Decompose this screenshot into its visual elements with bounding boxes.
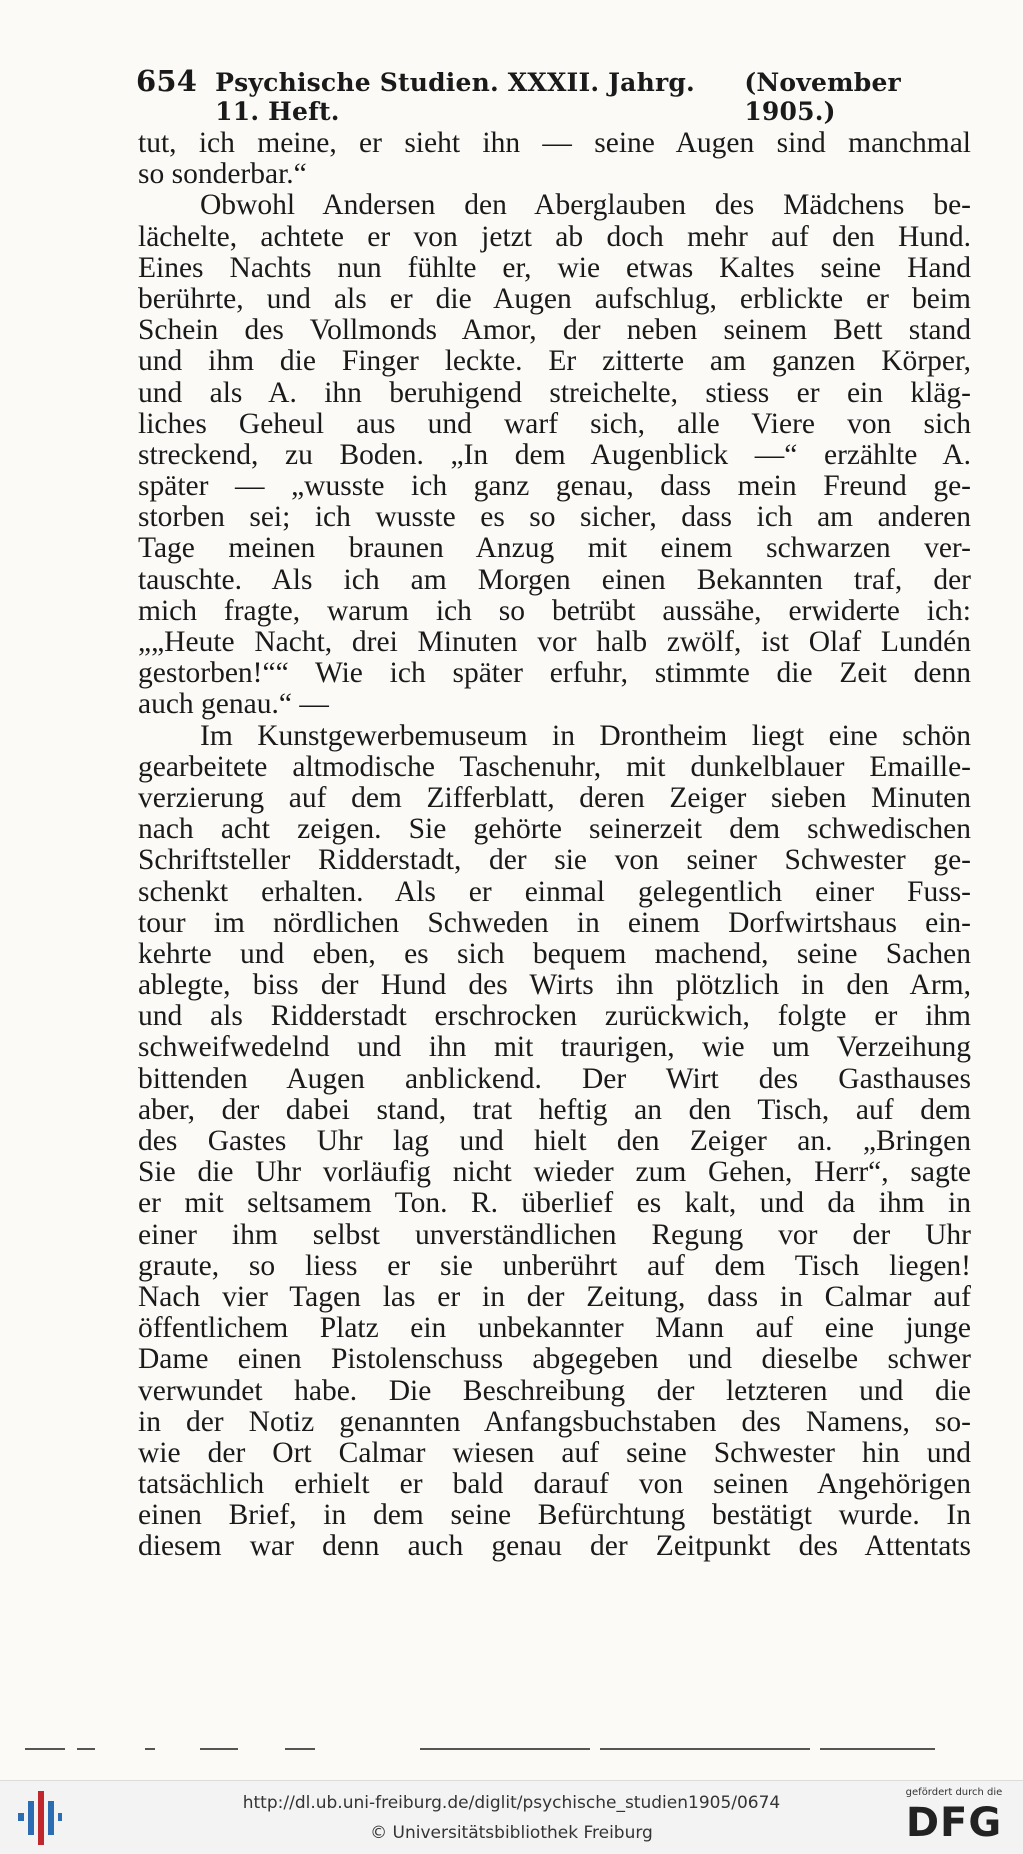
text-line: kehrte und eben, es sich bequem machend, seine Sachen: [138, 937, 971, 970]
issue-date: (November 1905.): [744, 68, 901, 126]
running-title: Psychische Studien. XXXII. Jahrg. 11. Heft.: [215, 68, 695, 126]
text-line: er mit seltsamem Ton. R. überlief es kalt, und da ihm in: [138, 1187, 971, 1220]
dfg-wordmark: DFG: [905, 1800, 1003, 1846]
text-line: tut, ich meine, er sieht ihn — seine Augen sind manchmal: [138, 127, 971, 159]
text-line: „„Heute Nacht, drei Minuten vor halb zwölf, ist Olaf Lundén: [138, 626, 971, 658]
viewer-footer: [0, 1780, 1023, 1854]
dfg-logo: [895, 1787, 1013, 1849]
dfg-funded-by: gefördert durch die: [905, 1787, 1003, 1798]
text-line: gearbeitete altmodische Taschenuhr, mit dunkelblauer Emaille-: [138, 750, 971, 783]
text-line: diesem war denn auch genau der Zeitpunkt des Attentats: [138, 1530, 971, 1563]
page-number: 654: [136, 64, 198, 98]
text-line: nach acht zeigen. Sie gehörte seinerzeit dem schwedischen: [138, 813, 971, 846]
text-line: öffentlichem Platz ein unbekannter Mann auf eine junge: [138, 1312, 971, 1345]
text-line: Eines Nachts nun fühlte er, wie etwas Kaltes seine Hand: [138, 251, 971, 284]
text-line: schenkt erhalten. Als er einmal gelegentlich einer Fuss-: [138, 875, 971, 908]
text-line: Obwohl Andersen den Aberglauben des Mädchens be-: [200, 189, 971, 222]
text-line: liches Geheul aus und warf sich, alle Viere von sich: [138, 407, 971, 440]
text-line: und als Ridderstadt erschrocken zurückwich, folgte er ihm: [138, 1000, 971, 1033]
text-line: und als A. ihn beruhigend streichelte, stiess er ein kläg-: [138, 376, 971, 409]
text-line: schweifwedelnd und ihn mit traurigen, wie um Verzeihung: [138, 1031, 971, 1064]
text-line: auch genau.“ —: [138, 688, 329, 721]
text-line: berührte, und als er die Augen aufschlug, erblickte er beim: [138, 282, 971, 315]
text-line: in der Notiz genannten Anfangsbuchstaben des Namens, so-: [138, 1405, 971, 1438]
running-header: [136, 64, 970, 126]
text-line: tour im nördlichen Schweden in einem Dorfwirtshaus ein-: [138, 906, 971, 939]
text-line: so sonderbar.“: [138, 158, 307, 191]
text-line: tauschte. Als ich am Morgen einen Bekannten traf, der: [138, 563, 971, 596]
text-line: verzierung auf dem Zifferblatt, deren Zeiger sieben Minuten: [138, 781, 971, 814]
text-line: und ihm die Finger leckte. Er zitterte am ganzen Körper,: [138, 345, 971, 378]
text-line: aber, der dabei stand, trat heftig an den Tisch, auf dem: [138, 1093, 971, 1126]
text-line: Tage meinen braunen Anzug mit einem schwarzen ver-: [138, 532, 971, 565]
text-line: einer ihm selbst unverständlichen Regung vor der Uhr: [138, 1218, 971, 1251]
text-line: graute, so liess er sie unberührt auf dem Tisch liegen!: [138, 1249, 971, 1282]
text-line: einen Brief, in dem seine Befürchtung bestätigt wurde. In: [138, 1499, 971, 1532]
copyright: © Universitätsbibliothek Freiburg: [370, 1823, 653, 1843]
text-line: tatsächlich erhielt er bald darauf von seinen Angehörigen: [138, 1468, 971, 1501]
text-line: Sie die Uhr vorläufig nicht wieder zum Gehen, Herr“, sagte: [138, 1156, 971, 1189]
text-line: gestorben!““ Wie ich später erfuhr, stimmte die Zeit denn: [138, 657, 971, 690]
text-line: bittenden Augen anblickend. Der Wirt des Gasthauses: [138, 1062, 971, 1095]
text-line: mich fragte, warum ich so betrübt aussähe, erwiderte ich:: [138, 594, 971, 627]
text-line: Dame einen Pistolenschuss abgegeben und dieselbe schwer: [138, 1343, 971, 1376]
text-line: wie der Ort Calmar wiesen auf seine Schwester hin und: [138, 1436, 971, 1469]
text-line: storben sei; ich wusste es so sicher, dass ich am anderen: [138, 501, 971, 534]
text-line: Im Kunstgewerbemuseum in Drontheim liegt eine schön: [200, 719, 971, 752]
bottom-rule: [25, 1748, 935, 1752]
text-line: Nach vier Tagen las er in der Zeitung, dass in Calmar auf: [138, 1280, 971, 1313]
text-line: streckend, zu Boden. „In dem Augenblick —“ erzählte A.: [138, 438, 971, 471]
text-line: ablegte, biss der Hund des Wirts ihn plötzlich in den Arm,: [138, 969, 971, 1002]
page-url[interactable]: http://dl.ub.uni-freiburg.de/diglit/psychische_studien1905/0674: [242, 1793, 781, 1813]
text-line: später — „wusste ich ganz genau, dass mein Freund ge-: [138, 470, 971, 503]
text-line: des Gastes Uhr lag und hielt den Zeiger an. „Bringen: [138, 1125, 971, 1157]
text-line: lächelte, achtete er von jetzt ab doch mehr auf den Hund.: [138, 220, 971, 253]
text-line: Schein des Vollmonds Amor, der neben seinem Bett stand: [138, 314, 971, 347]
body-text: [138, 128, 971, 1563]
text-line: Schriftsteller Ridderstadt, der sie von seiner Schwester ge-: [138, 844, 971, 877]
text-line: verwundet habe. Die Beschreibung der letzteren und die: [138, 1374, 971, 1407]
